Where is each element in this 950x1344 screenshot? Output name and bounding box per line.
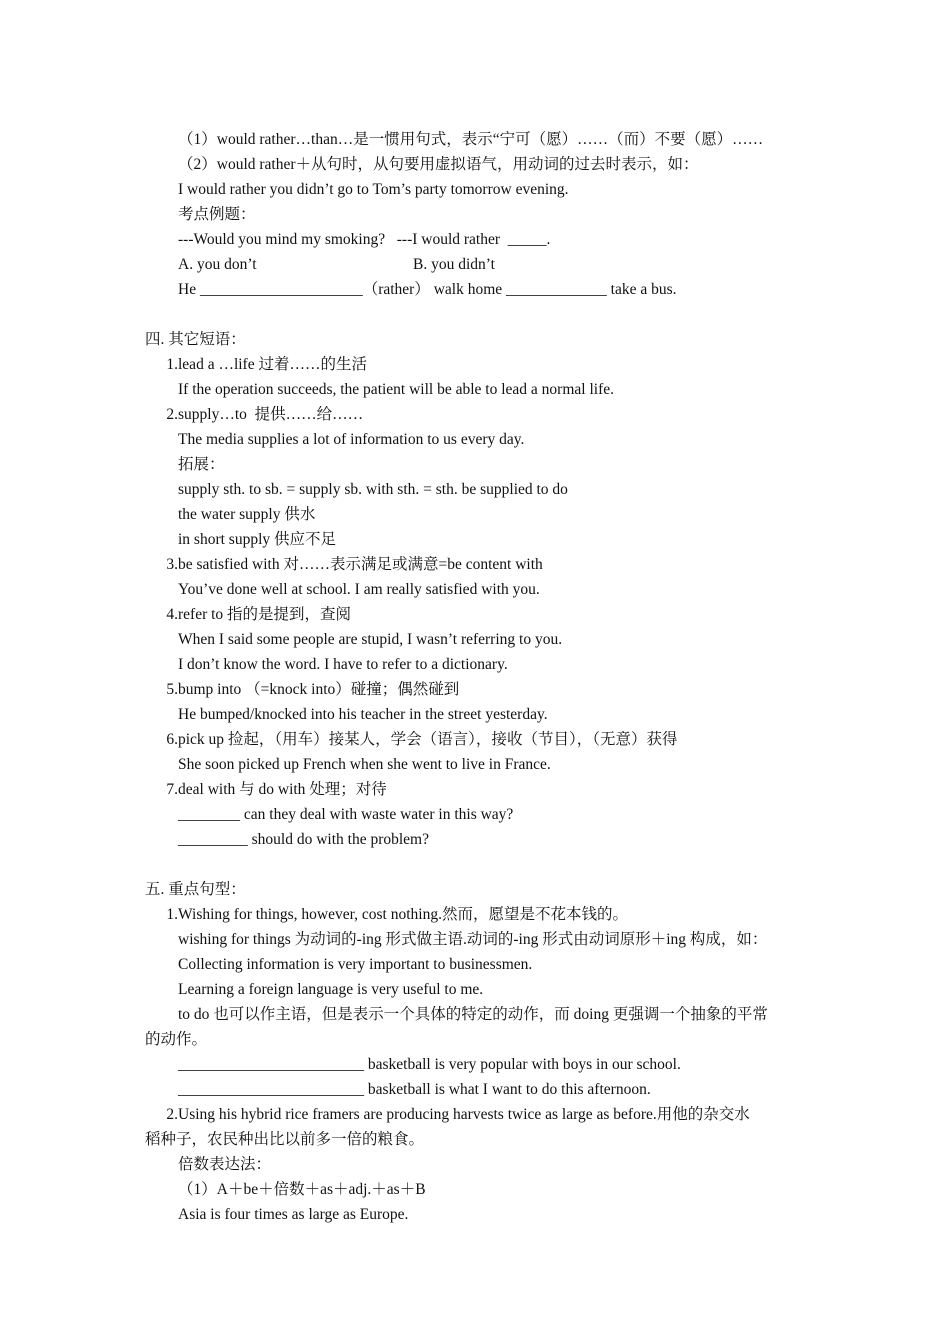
key-sentence: Using his hybrid rice framers are producing harvests twice as large as before.用他的杂交水 <box>178 1106 750 1123</box>
extension-line: in short supply 供应不足 <box>178 531 337 548</box>
list-item <box>145 402 815 427</box>
example-sentence: Collecting information is very important to businessmen. <box>178 956 533 973</box>
example-sentence: Learning a foreign language is very useful to me. <box>178 981 484 998</box>
example-sentence: You’ve done well at school. I am really satisfied with you. <box>178 581 540 598</box>
exercise-fill-blank: He _____________________（rather） walk home _____________ take a bus. <box>178 281 677 298</box>
explanation-line: wishing for things 为动词的-ing 形式做主语.动词的-ing 形式由动词原形＋ing 构成，如： <box>178 931 768 948</box>
list-item <box>145 677 815 702</box>
option-a: A. you don’t <box>178 256 257 273</box>
list-number: 7. <box>166 781 178 798</box>
list-item <box>145 552 815 577</box>
example-sentence: He bumped/knocked into his teacher in the street yesterday. <box>178 706 548 723</box>
exercise-fill-blank: ________________________ basketball is very popular with boys in our school. <box>178 1056 681 1073</box>
section-title: 五. 重点句型： <box>145 881 246 898</box>
example-sentence: She soon picked up French when she went to live in France. <box>178 756 551 773</box>
list-number: 1. <box>166 906 178 923</box>
explanation-line: 的动作。 <box>145 1031 208 1048</box>
example-sentence: I don’t know the word. I have to refer to a dictionary. <box>178 656 508 673</box>
list-item <box>145 727 815 752</box>
spacer <box>145 852 815 877</box>
option-b: B. you didn’t <box>413 256 495 273</box>
list-number: 2. <box>166 406 178 423</box>
list-number: 6. <box>166 731 178 748</box>
exercise-fill-blank: _________ should do with the problem? <box>178 831 429 848</box>
text-line: （2）would rather＋从句时，从句要用虚拟语气，用动词的过去时表示，如： <box>178 156 699 173</box>
text-line: （1）would rather…than…是一惯用句式，表示“宁可（愿）……（而）不要（愿）…… <box>178 131 764 148</box>
explanation-line: to do 也可以作主语，但是表示一个具体的特定的动作，而 doing 更强调一个抽象的平常 <box>178 1006 768 1023</box>
phrase: pick up 捡起，（用车）接某人，学会（语言），接收（节目），（无意）获得 <box>178 731 678 748</box>
example-sentence: I would rather you didn’t go to Tom’s party tomorrow evening. <box>178 181 569 198</box>
exercise-options <box>145 252 815 277</box>
phrase: be satisfied with 对……表示满足或满意=be content with <box>178 556 543 573</box>
list-item <box>145 602 815 627</box>
extension-line: supply sth. to sb. = supply sb. with sth. = sth. be supplied to do <box>178 481 568 498</box>
list-number: 3. <box>166 556 178 573</box>
exercise-heading: 考点例题： <box>178 206 256 223</box>
extension-heading: 拓展： <box>178 456 225 473</box>
key-sentence: Wishing for things, however, cost nothing.然而，愿望是不花本钱的。 <box>178 906 628 923</box>
example-sentence: The media supplies a lot of information to us every day. <box>178 431 525 448</box>
phrase: refer to 指的是提到，查阅 <box>178 606 352 623</box>
list-item <box>145 352 815 377</box>
example-sentence: When I said some people are stupid, I wasn’t referring to you. <box>178 631 563 648</box>
formula-line: （1）A＋be＋倍数＋as＋adj.＋as＋B <box>178 1181 426 1198</box>
exercise-question: ---Would you mind my smoking? ---I would rather _____. <box>178 231 551 248</box>
example-sentence: Asia is four times as large as Europe. <box>178 1206 409 1223</box>
list-number: 1. <box>166 356 178 373</box>
extension-line: the water supply 供水 <box>178 506 316 523</box>
document-content <box>145 127 815 1227</box>
explanation-heading: 倍数表达法： <box>178 1156 272 1173</box>
key-sentence-continued: 稻种子，农民种出比以前多一倍的粮食。 <box>145 1131 425 1148</box>
phrase: supply…to 提供……给…… <box>178 406 364 423</box>
list-item <box>145 902 815 927</box>
exercise-fill-blank: ________________________ basketball is what I want to do this afternoon. <box>178 1081 651 1098</box>
spacer <box>145 302 815 327</box>
list-item <box>145 1102 815 1127</box>
list-number: 5. <box>166 681 178 698</box>
phrase: bump into （=knock into）碰撞；偶然碰到 <box>178 681 460 698</box>
section-title: 四. 其它短语： <box>145 331 246 348</box>
list-number: 2. <box>166 1106 178 1123</box>
phrase: lead a …life 过着……的生活 <box>178 356 367 373</box>
list-number: 4. <box>166 606 178 623</box>
exercise-fill-blank: ________ can they deal with waste water in this way? <box>178 806 514 823</box>
example-sentence: If the operation succeeds, the patient will be able to lead a normal life. <box>178 381 614 398</box>
phrase: deal with 与 do with 处理；对待 <box>178 781 387 798</box>
list-item <box>145 777 815 802</box>
